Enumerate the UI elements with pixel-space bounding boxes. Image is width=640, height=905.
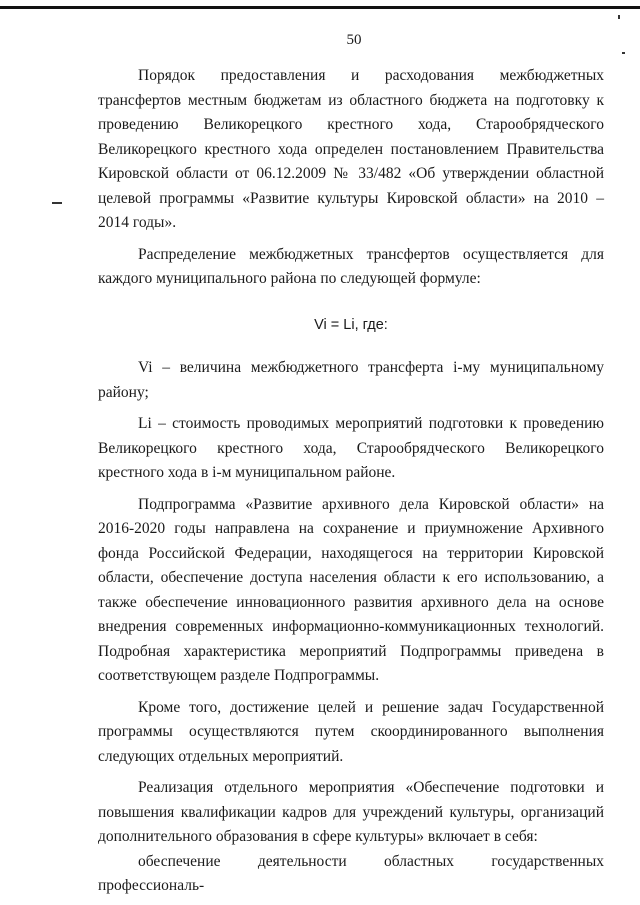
paragraph-transfer-procedure: Порядок предоставления и расходования межбюджетных трансфертов местным бюджетам из областного бюджета на подготовку к проведению Великорецкого крестного хода, Старообрядческого Великорецкого крестного хода определен постановлением Правительства Кировской области от 06.12.2009 № 33/482 «Об утверждении областной целевой программы «Развитие культуры Кировской области» на 2010 – 2014 годы». [98,67,604,231]
scan-mark [622,52,625,54]
paragraph-additional-measures: Кроме того, достижение целей и решение задач Государственной программы осуществляются путем скоординированного выполнения следующих отдельных мероприятий. [98,698,604,765]
document-body [98,64,604,899]
paragraph-activity-support: обеспечение деятельности областных государственных профессиональ- [98,852,604,894]
paragraph-training-measure: Реализация отдельного мероприятия «Обеспечение подготовки и повышения квалификации кадров для учреждений культуры, организаций дополнительного образования в сфере культуры» включает в себя: [98,779,604,845]
scan-mark [618,15,620,19]
paragraph-vi-definition: Vi – величина межбюджетного трансферта i-му муниципальному району; [98,359,604,401]
paragraph-archive-subprogram: Подпрограмма «Развитие архивного дела Кировской области» на 2016-2020 годы направлена на сохранение и приумножение Архивного фонда Российской Федерации, находящегося на территории Кировской области, обеспечение доступа населения области к его использованию, а также обеспечение инновационного развития архивного дела на основе внедрения современных информационно-коммуникационных технологий. Подробная характеристика мероприятий Подпрограммы приведена в соответствующем разделе Подпрограммы. [98,495,604,684]
scan-mark [52,202,62,204]
paragraph-distribution: Распределение межбюджетных трансфертов осуществляется для каждого муниципального района по следующей формуле: [98,245,604,287]
paragraph-li-definition: Li – стоимость проводимых мероприятий подготовки к проведению Великорецкого крестного хода, Старообрядческого Великорецкого крестного хода в i-м муниципальном районе. [98,415,604,481]
page-number: 50 [346,32,362,48]
top-border-rule [0,6,640,9]
formula: Vi = Li, где: [314,316,388,333]
